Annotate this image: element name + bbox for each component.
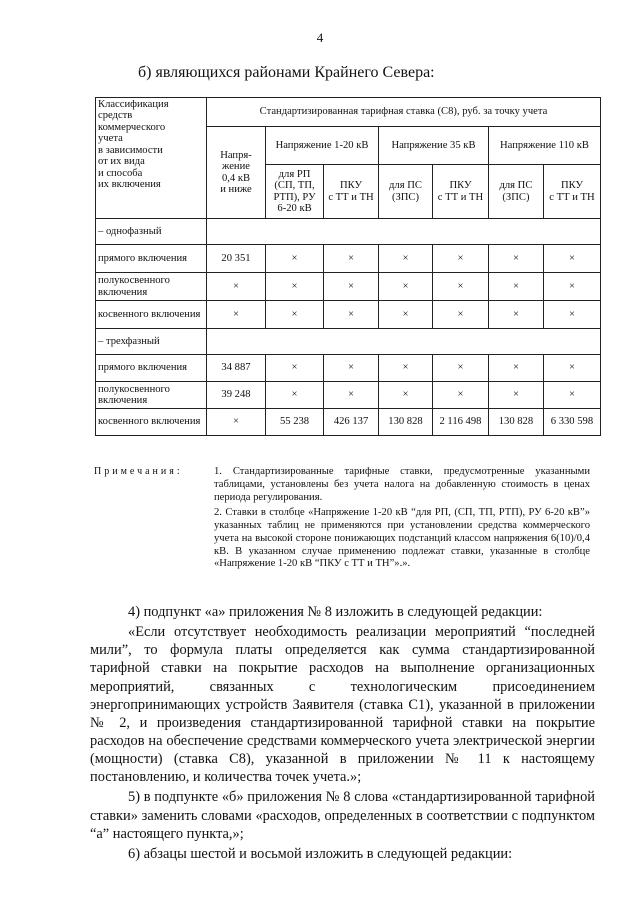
section-three-phase: – трехфазный [96, 329, 207, 355]
paragraph: 5) в подпункте «б» приложения № 8 слова «стандартизированной тарифной ставки» заменить словами «расходов, определенных в соответствии с подпунктом “а” настоящего пункта,»; [90, 789, 595, 842]
subheader-rp: для РП (СП, ТП, РТП), РУ 6-20 кВ [266, 165, 324, 219]
table-cell: 34 887 [206, 355, 265, 382]
table-cell: × [324, 245, 379, 273]
subheader-ps-110: для ПС (ЗПС) [488, 165, 543, 219]
table-cell: × [432, 355, 488, 382]
table-cell: × [488, 245, 543, 273]
notes-label: Примечания: [94, 466, 183, 477]
row-label: прямого включения [96, 355, 207, 382]
table-cell: 426 137 [324, 409, 379, 436]
table-cell: × [266, 245, 324, 273]
table-cell: × [432, 301, 488, 329]
subheader-pku-110: ПКУ с ТТ и ТН [543, 165, 600, 219]
row-label: полукосвенного включения [96, 382, 207, 409]
table-cell: 130 828 [488, 409, 543, 436]
rate-main-header: Стандартизированная тарифная ставка (С8), руб. за точку учета [206, 98, 600, 127]
table-cell: × [379, 273, 433, 301]
table-cell: × [488, 273, 543, 301]
note-item: 2. Ставки в столбце «Напряжение 1-20 кВ “для РП, (СП, ТП, РТП), РУ 6-20 кВ”» указанных таблиц не применяются при установлении средства коммерческого учета на высокой стороне понижающих подстанций классом напряжения 6(10)/0,4 кВ. В указанном случае применению подлежат ставки, указанные в столбце «Напряжение 1-20 кВ “ПКУ с ТТ и ТН”».». [214, 506, 590, 570]
table-row [96, 245, 601, 273]
table-row [96, 355, 601, 382]
table-cell: × [379, 355, 433, 382]
row-label: прямого включения [96, 245, 207, 273]
subheader-ps-35: для ПС (ЗПС) [379, 165, 433, 219]
body-text [90, 603, 595, 865]
table-cell: × [206, 273, 265, 301]
table-cell: × [432, 245, 488, 273]
table-cell: × [379, 245, 433, 273]
tariff-table [95, 97, 601, 436]
table-cell: 55 238 [266, 409, 324, 436]
page-number: 4 [316, 30, 324, 45]
table-cell: × [266, 301, 324, 329]
table-row [96, 273, 601, 301]
table-cell: × [432, 273, 488, 301]
voltage-1-20-header: Напряжение 1-20 кВ [266, 127, 379, 165]
table-cell: × [206, 301, 265, 329]
row-label: косвенного включения [96, 301, 207, 329]
paragraph: «Если отсутствует необходимость реализации мероприятий “последней мили”, то формула платы определяется как сумма стандартизированной тарифной ставки на покрытие расходов на выполнение организационных мероприятий, связанных с технологическим присоединением энергопринимающих устройств Заявителя (ставка С1), указанной в приложении № 2, и произведения стандартизированной тарифной ставки на покрытие расходов на обеспечение средствами коммерческого учета электрической энергии (мощности) (ставка С8), указанной в приложении № 11 к настоящему постановлению, и количества точек учета.»; [90, 624, 595, 786]
paragraph: 6) абзацы шестой и восьмой изложить в следующей редакции: [128, 845, 513, 862]
table-cell: × [543, 355, 600, 382]
table-cell: × [543, 245, 600, 273]
section-single-phase-filler [206, 219, 600, 245]
classification-header: Классификация средств коммерческого учета в зависимости от их вида и способа их включения [96, 98, 207, 219]
paragraph: 4) подпункт «а» приложения № 8 изложить в следующей редакции: [128, 604, 543, 620]
table-row [96, 409, 601, 436]
table-cell: × [266, 382, 324, 409]
note-item: 1. Стандартизированные тарифные ставки, предусмотренные указанными таблицами, установлены без учета налога на добавленную стоимость в ценах периода регулирования. [214, 466, 590, 503]
table-cell: 2 116 498 [432, 409, 488, 436]
voltage-04-header: Напря- жение 0,4 кВ и ниже [206, 127, 265, 219]
section-single-phase: – однофазный [96, 219, 207, 245]
subheader-pku-1-20: ПКУ с ТТ и ТН [324, 165, 379, 219]
notes [214, 466, 590, 573]
table-cell: × [324, 355, 379, 382]
voltage-110-header: Напряжение 110 кВ [488, 127, 600, 165]
table-cell: × [379, 301, 433, 329]
table-cell: 20 351 [206, 245, 265, 273]
table-row [96, 301, 601, 329]
table-cell: × [266, 355, 324, 382]
subheader-pku-35: ПКУ с ТТ и ТН [432, 165, 488, 219]
voltage-35-header: Напряжение 35 кВ [379, 127, 489, 165]
section-three-phase-filler [206, 329, 600, 355]
table-cell: × [488, 355, 543, 382]
section-heading: б) являющихся районами Крайнего Севера: [138, 64, 435, 81]
table-cell: × [266, 273, 324, 301]
row-label: косвенного включения [96, 409, 207, 436]
table-cell: × [432, 382, 488, 409]
table-cell: 130 828 [379, 409, 433, 436]
table-cell: × [324, 382, 379, 409]
table-cell: 6 330 598 [543, 409, 600, 436]
table-cell: × [379, 382, 433, 409]
table-cell: × [543, 382, 600, 409]
row-label: полукосвенного включения [96, 273, 207, 301]
table-cell: 39 248 [206, 382, 265, 409]
table-cell: × [543, 273, 600, 301]
table-cell: × [488, 301, 543, 329]
table-row [96, 382, 601, 409]
table-cell: × [488, 382, 543, 409]
table-cell: × [206, 409, 265, 436]
table-cell: × [324, 273, 379, 301]
table-cell: × [324, 301, 379, 329]
table-cell: × [543, 301, 600, 329]
